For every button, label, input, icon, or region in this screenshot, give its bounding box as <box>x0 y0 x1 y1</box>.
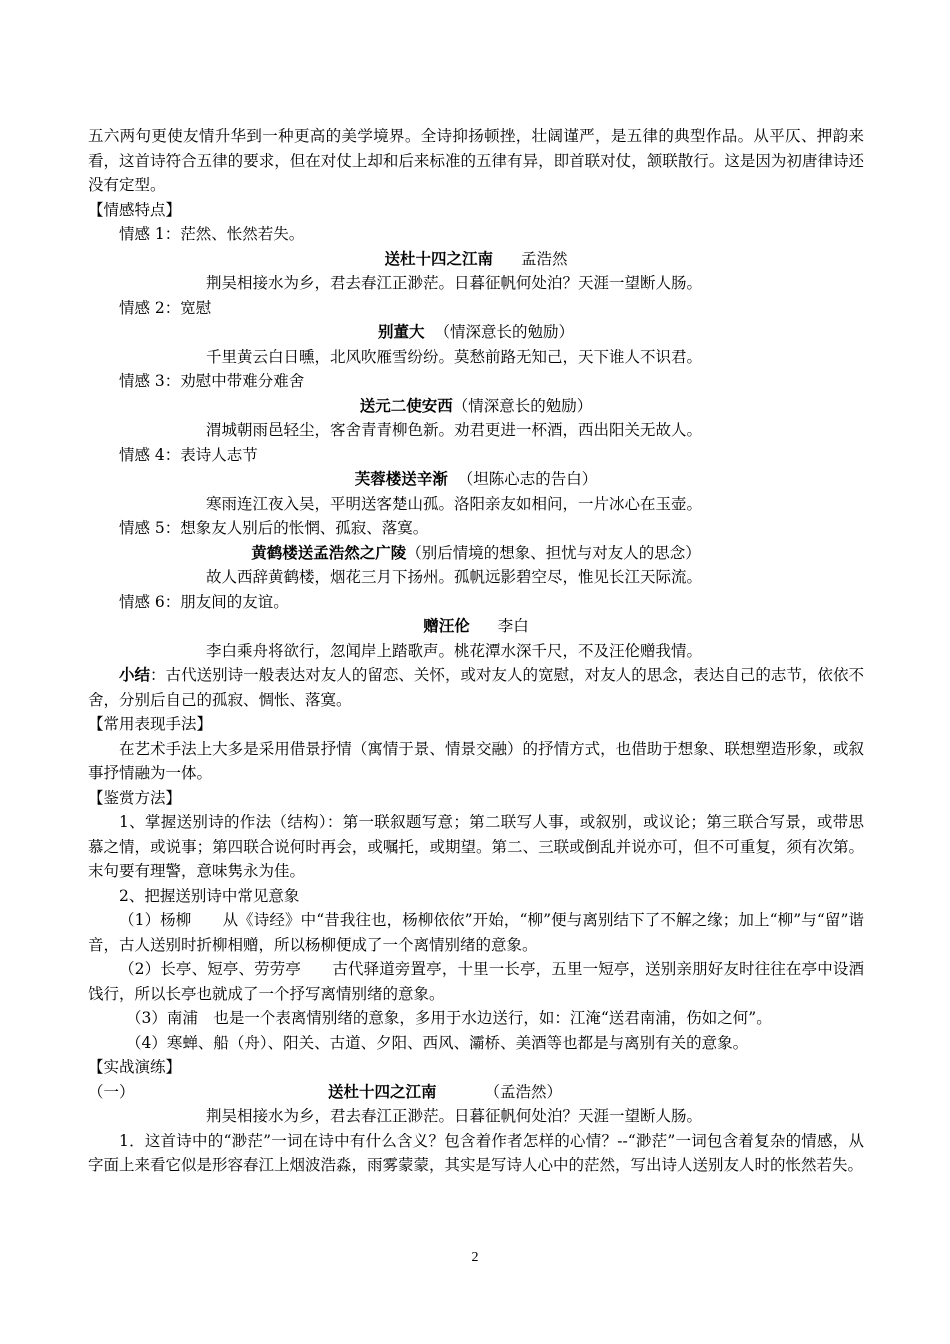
poem-text: 李白乘舟将欲行，忽闻岸上踏歌声。桃花潭水深千尺，不及汪伦赠我情。 <box>206 641 703 660</box>
poem-title-line <box>88 541 864 566</box>
poem-title: 送杜十四之江南 <box>384 249 493 268</box>
poem-title-line <box>88 394 864 419</box>
poem-title: 赠汪伦 <box>423 617 470 635</box>
emotion-label: 情感 1：茫然、怅然若失。 <box>119 225 305 243</box>
document-body <box>88 124 864 1178</box>
practice-number: （一） <box>88 1082 135 1101</box>
emotion-label: 情感 5：想象友人别后的怅惘、孤寂、落寞。 <box>119 519 429 537</box>
intro-paragraph: 五六两句更使友情升华到一种更高的美学境界。全诗抑扬顿挫，壮阔谨严，是五律的典型作品。从平仄、押韵来看，这首诗符合五律的要求，但在对仗上却和后来标准的五律有异，即首联对仗，颔联散行。这是因为初唐律诗还没有定型。 <box>88 127 864 194</box>
emotion-label: 情感 3：劝慰中带难分难舍 <box>119 372 305 390</box>
imagery-item: （2）长亭、短亭、劳劳亭 古代驿道旁置亭，十里一长亭，五里一短亭，送别亲朋好友时往往在亭中设酒饯行，所以长亭也就成了一个抒写离情别绪的意象。 <box>88 960 864 1003</box>
poem-title-line <box>88 247 864 272</box>
summary-label: 小结 <box>119 666 151 684</box>
poem-note: （情深意长的勉励） <box>452 396 593 415</box>
poem-title-line <box>88 614 864 639</box>
poem-text: 故人西辞黄鹤楼，烟花三月下扬州。孤帆远影碧空尽，惟见长江天际流。 <box>206 568 703 586</box>
poem-title-line <box>88 467 864 492</box>
poem-author: 孟浩然 <box>521 249 568 268</box>
practice-poem-text: 荆吴相接水为乡，君去春江正渺茫。日暮征帆何处泊？天涯一望断人肠。 <box>206 1107 703 1125</box>
emotion-label: 情感 2：宽慰 <box>119 298 212 317</box>
poem-author: 李白 <box>497 617 529 635</box>
section-heading-technique: 【常用表现手法】 <box>88 715 213 733</box>
poem-note: （情深意长的勉励） <box>434 323 575 341</box>
technique-paragraph: 在艺术手法上大多是采用借景抒情（寓情于景、情景交融）的抒情方式，也借助于想象、联想塑造形象，或叙事抒情融为一体。 <box>88 739 864 782</box>
imagery-item: （4）寒蝉、船（舟）、阳关、古道、夕阳、西风、灞桥、美酒等也都是与离别有关的意象。 <box>126 1033 749 1052</box>
method-point-2: 2、把握送别诗中常见意象 <box>119 886 300 905</box>
summary-paragraph <box>88 663 864 712</box>
section-heading-practice: 【实战演练】 <box>88 1058 182 1076</box>
practice-poem-header <box>88 1080 864 1105</box>
summary-text: ：古代送别诗一般表达对友人的留恋、关怀，或对友人的宽慰，对友人的思念，表达自己的志节，依依不舍，分别后自己的孤寂、惆怅、落寞。 <box>88 666 864 709</box>
practice-question-1: 1．这首诗中的“渺茫”一词在诗中有什么含义？包含着作者怎样的心情？--“渺茫”一词包含着复杂的情感，从字面上来看它似是形容春江上烟波浩淼，雨雾蒙蒙，其实是写诗人心中的茫然，写出诗人送别友人时的怅然若失。 <box>88 1131 864 1174</box>
page-number: 2 <box>471 1250 479 1265</box>
poem-title: 芙蓉楼送辛渐 <box>354 470 448 488</box>
poem-title-line <box>88 320 864 345</box>
poem-text: 渭城朝雨邑轻尘，客舍青青柳色新。劝君更进一杯酒，西出阳关无故人。 <box>206 421 703 439</box>
emotion-label: 情感 6：朋友间的友谊。 <box>119 592 289 611</box>
poem-note: （坦陈心志的告白） <box>457 470 598 488</box>
poem-title: 别董大 <box>377 323 425 341</box>
method-point-1: 1、掌握送别诗的作法（结构）：第一联叙题写意；第二联写人事，或叙别，或议论；第三联合写景，或带思慕之情，或说事；第四联合说何时再会，或嘱托，或期望。第二、三联或倒乱并说亦可，但不可重复，须有次第。末句要有理警，意味隽永为佳。 <box>88 813 864 880</box>
practice-poem-title: 送杜十四之江南 <box>328 1082 437 1101</box>
section-heading-method: 【鉴赏方法】 <box>88 788 182 807</box>
imagery-item: （1）杨柳 从《诗经》中“昔我往也，杨柳依依”开始，“柳”便与离别结下了不解之缘；加上“柳”与“留”谐音，古人送别时折柳相赠，所以杨柳便成了一个离情别绪的意象。 <box>88 911 864 954</box>
imagery-item: （3）南浦 也是一个表离情别绪的意象，多用于水边送行，如：江淹“送君南浦，伤如之何”。 <box>126 1009 772 1027</box>
poem-text: 寒雨连江夜入吴，平明送客楚山孤。洛阳亲友如相问，一片冰心在玉壶。 <box>206 494 703 513</box>
poem-title: 黄鹤楼送孟浩然之广陵 <box>251 543 407 562</box>
practice-poem-author: （孟浩然） <box>484 1082 563 1101</box>
poem-note: （别后情境的想象、担忧与对友人的思念） <box>406 543 701 562</box>
poem-text: 千里黄云白日曛，北风吹雁雪纷纷。莫愁前路无知己，天下谁人不识君。 <box>206 347 703 366</box>
section-heading-emotion: 【情感特点】 <box>88 200 182 219</box>
emotion-label: 情感 4：表诗人志节 <box>119 445 258 464</box>
poem-title: 送元二使安西 <box>359 396 453 415</box>
poem-text: 荆吴相接水为乡，君去春江正渺茫。日暮征帆何处泊？天涯一望断人肠。 <box>206 274 703 292</box>
